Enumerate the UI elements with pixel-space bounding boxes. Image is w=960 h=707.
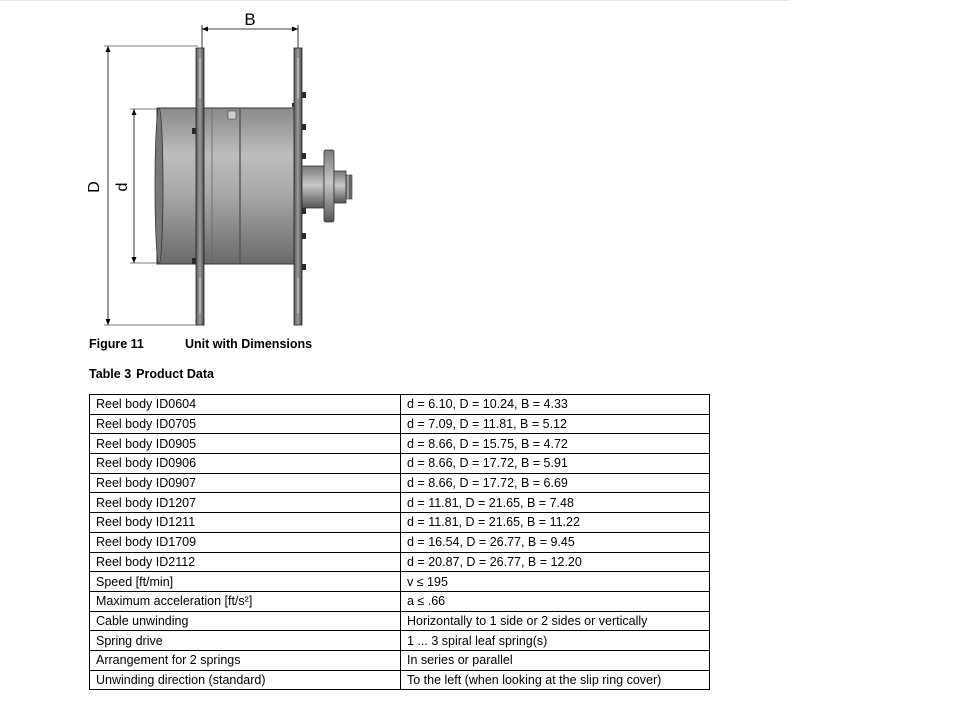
property-cell: Unwinding direction (standard) (90, 670, 401, 690)
value-cell: In series or parallel (401, 650, 710, 670)
property-cell: Reel body ID0604 (90, 395, 401, 415)
slip-ring-hub (302, 150, 352, 222)
table-row (90, 473, 710, 493)
property-cell: Speed [ft/min] (90, 572, 401, 592)
property-cell: Reel body ID1709 (90, 532, 401, 552)
property-cell: Arrangement for 2 springs (90, 650, 401, 670)
property-cell: Reel body ID2112 (90, 552, 401, 572)
value-cell: a ≤ .66 (401, 591, 710, 611)
value-cell: d = 8.66, D = 15.75, B = 4.72 (401, 434, 710, 454)
property-cell: Reel body ID0907 (90, 473, 401, 493)
dimension-d-outer-label: D (86, 181, 103, 193)
table-row (90, 611, 710, 631)
table-title: Product Data (136, 367, 214, 381)
table-row (90, 454, 710, 474)
property-cell: Spring drive (90, 631, 401, 651)
table-row (90, 591, 710, 611)
value-cell: d = 8.66, D = 17.72, B = 6.69 (401, 473, 710, 493)
page-edge-line (0, 0, 790, 1)
property-cell: Reel body ID1211 (90, 513, 401, 533)
table-number: Table 3 (89, 367, 132, 381)
table-row (90, 493, 710, 513)
table-row (90, 670, 710, 690)
reel-drum (155, 108, 300, 264)
property-cell: Maximum acceleration [ft/s²] (90, 591, 401, 611)
figure-number: Figure 11 (89, 337, 144, 351)
property-cell: Reel body ID0906 (90, 454, 401, 474)
dimension-d-inner-label: d (114, 182, 131, 192)
value-cell: v ≤ 195 (401, 572, 710, 592)
value-cell: d = 11.81, D = 21.65, B = 11.22 (401, 513, 710, 533)
property-cell: Cable unwinding (90, 611, 401, 631)
table-row (90, 631, 710, 651)
value-cell: d = 6.10, D = 10.24, B = 4.33 (401, 395, 710, 415)
table-row (90, 650, 710, 670)
table-row (90, 434, 710, 454)
property-cell: Reel body ID1207 (90, 493, 401, 513)
dimension-b-label: B (244, 10, 256, 29)
value-cell: To the left (when looking at the slip ring cover) (401, 670, 710, 690)
reel-dimension-drawing (80, 8, 380, 330)
property-cell: Reel body ID0705 (90, 414, 401, 434)
table-row (90, 552, 710, 572)
left-flange (196, 48, 204, 325)
value-cell: Horizontally to 1 side or 2 sides or vertically (401, 611, 710, 631)
value-cell: d = 11.81, D = 21.65, B = 7.48 (401, 493, 710, 513)
table-row (90, 513, 710, 533)
table-row (90, 532, 710, 552)
value-cell: 1 ... 3 spiral leaf spring(s) (401, 631, 710, 651)
table-caption (89, 367, 214, 381)
figure-title: Unit with Dimensions (185, 337, 313, 351)
property-cell: Reel body ID0905 (90, 434, 401, 454)
value-cell: d = 16.54, D = 26.77, B = 9.45 (401, 532, 710, 552)
value-cell: d = 20.87, D = 26.77, B = 12.20 (401, 552, 710, 572)
product-data-table (89, 394, 710, 690)
figure-caption (89, 337, 312, 351)
table-row (90, 572, 710, 592)
value-cell: d = 7.09, D = 11.81, B = 5.12 (401, 414, 710, 434)
value-cell: d = 8.66, D = 17.72, B = 5.91 (401, 454, 710, 474)
table-row (90, 414, 710, 434)
table-row (90, 395, 710, 415)
